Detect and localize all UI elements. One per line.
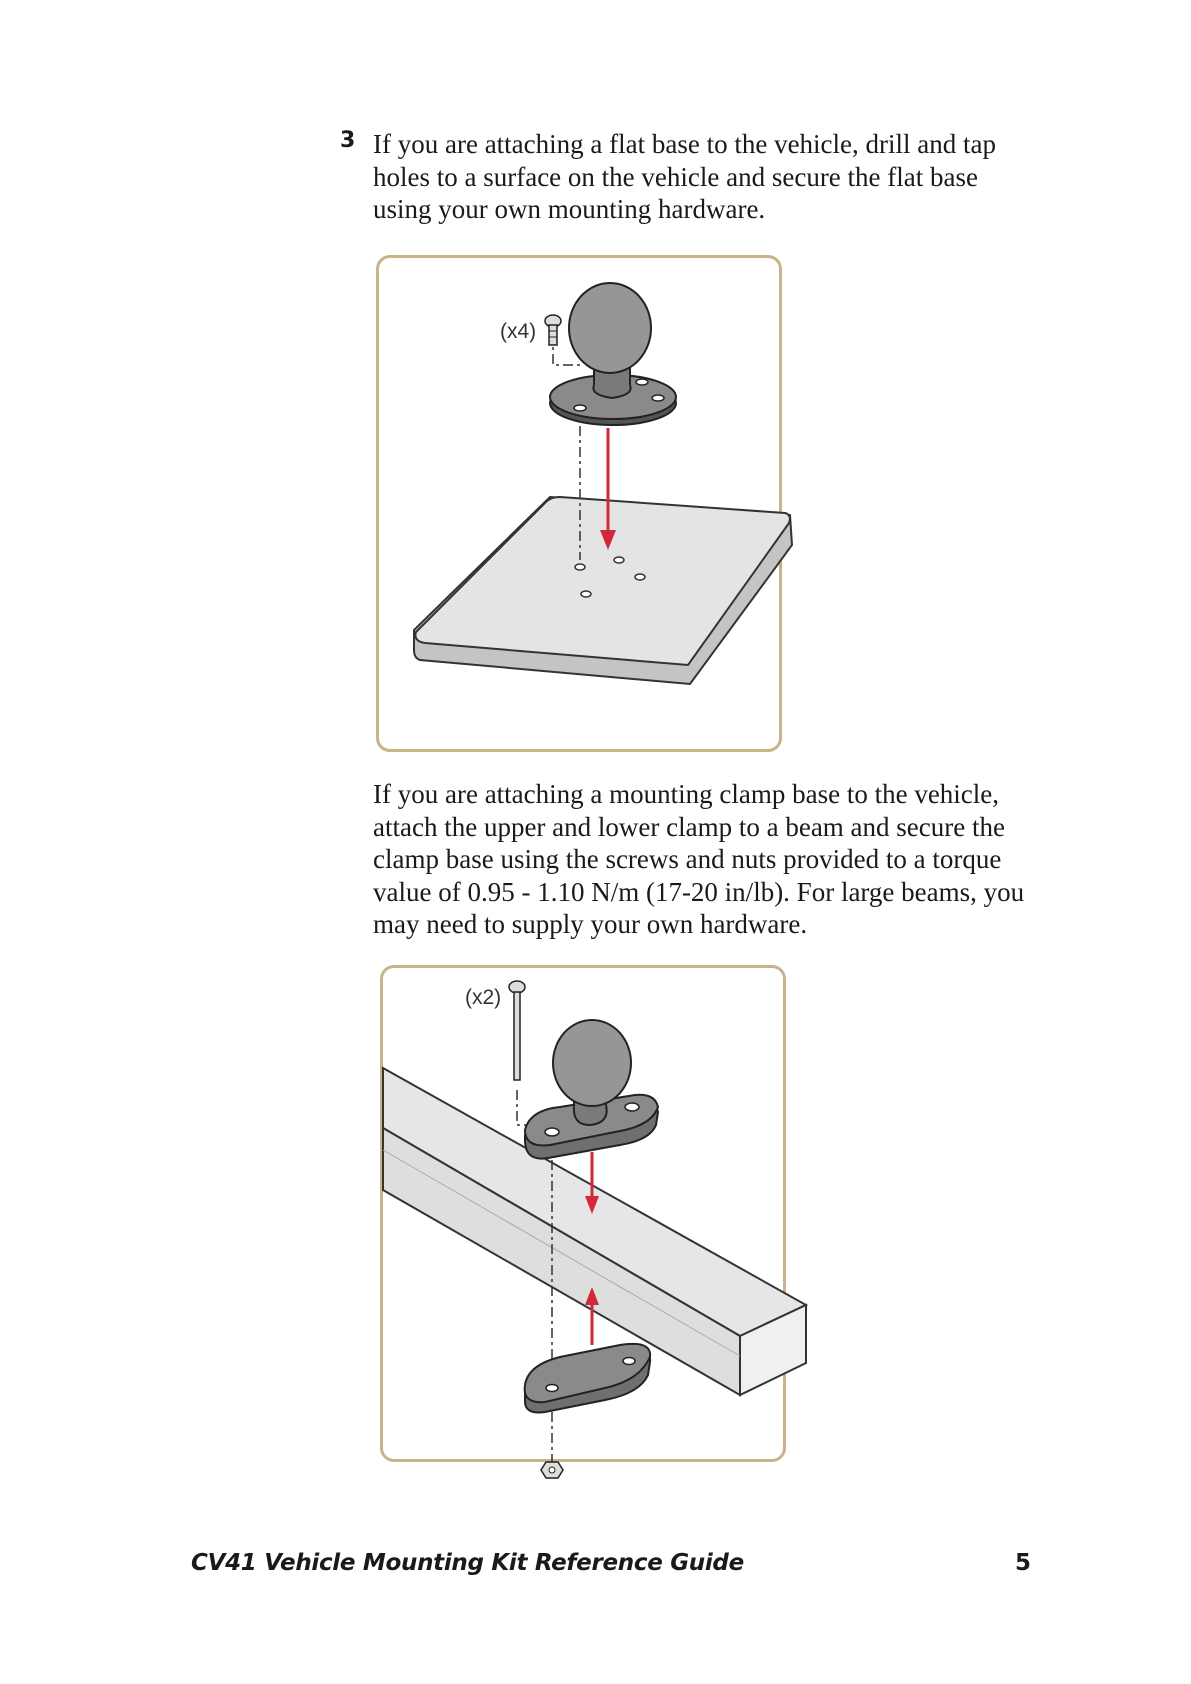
lower-clamp-part (525, 1344, 650, 1413)
step-instruction-flat-base: If you are attaching a flat base to the vehicle, drill and tap holes to a surface on the vehicle and secure the flat base using your own mounting hardware. (373, 129, 996, 224)
clamp-base-instruction: If you are attaching a mounting clamp base to the vehicle, attach the upper and lower clamp to a beam and secure the clamp base using the screws and nuts provided to a torque value of 0.95 - 1.10 N/m (17-20 in/lb). For large beams, you may need to supply your own hardware. (373, 779, 1025, 939)
footer-page-number: 5 (1015, 1550, 1032, 1576)
clamp-base-quantity-label: (x2) (465, 986, 502, 1009)
flat-base-quantity-label: (x4) (500, 320, 537, 343)
long-screw-icon (509, 981, 525, 1080)
step-number: 3 (340, 128, 356, 153)
footer-guide-title: CV41 Vehicle Mounting Kit Reference Guide (191, 1550, 744, 1576)
upper-clamp-part (525, 1020, 658, 1159)
nut-icon (541, 1462, 563, 1478)
